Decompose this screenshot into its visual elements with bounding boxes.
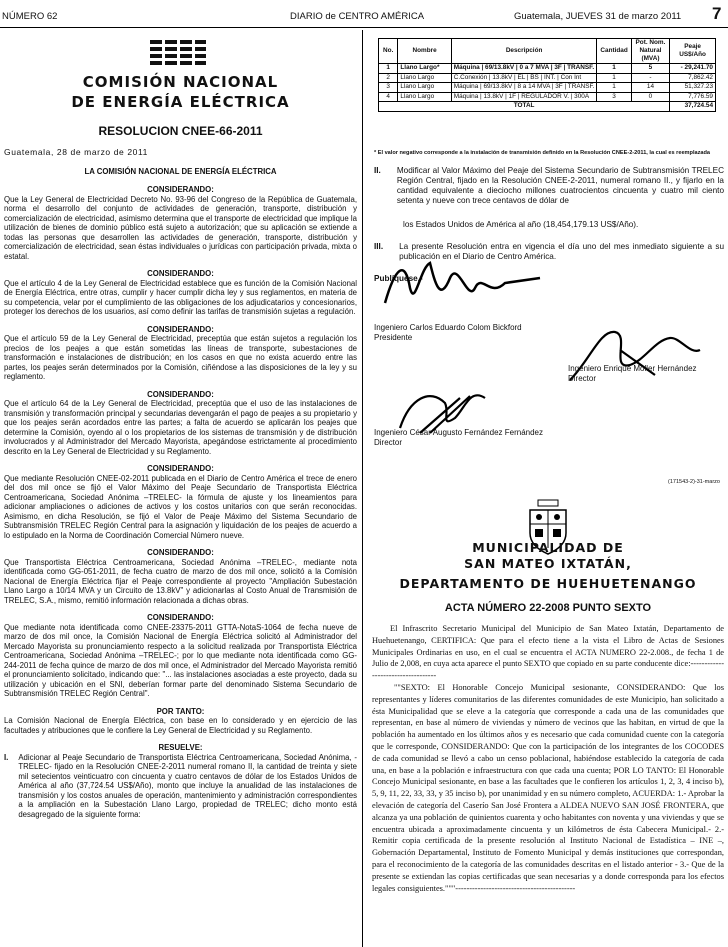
por-tanto-heading: POR TANTO: — [156, 706, 205, 716]
considerando-heading: CONSIDERANDO: — [147, 613, 214, 622]
considerando-heading: CONSIDERANDO: — [147, 548, 214, 557]
table-header-row — [379, 39, 716, 64]
considerando-heading: CONSIDERANDO: — [147, 464, 214, 473]
paragraph: los Estados Unidos de América al año (18,454,179.13 US$/Año). — [403, 220, 639, 229]
table-cell: 51,327.23 — [670, 83, 716, 93]
table-row — [379, 73, 716, 83]
paragraph: Que la Ley General de Electricidad Decreto No. 93-96 del Congreso de la República de Guatemala, norma el desarrollo del conjunto de actividades de generación, transporte, distribución y comercialización de electricidad, asimismo determina que el transporte de electricidad que implique la utilización de bienes de dominio público está sujeto a autorización; que su aplicación se extiende a todas las personas que desarrollen las actividades de generación, transporte, distribución y comercialización de electricidad, sean éstas individuales o jurídicas con participación privada, mixta o estatal. — [4, 194, 357, 261]
roman-numeral: III. — [374, 242, 384, 251]
table-cell: Máquina | 69/13.8kV | 0 a 7 MVA | 3F | TRANSF. — [451, 64, 597, 74]
peaje-table — [378, 38, 716, 112]
table-cell: Llano Largo — [398, 73, 451, 83]
table-cell: 5 — [631, 64, 670, 74]
table-cell: 1 — [597, 64, 631, 74]
signer-title: Director — [568, 373, 597, 383]
header-divider — [0, 27, 728, 28]
table-cell: 7,862.42 — [670, 73, 716, 83]
issue-number: NÚMERO 62 — [2, 11, 58, 22]
table-cell: 7,776.59 — [670, 92, 716, 102]
municipality-title-line1: MUNICIPALIDAD DE — [472, 540, 624, 555]
paragraph: Que el artículo 4 de la Ley General de Electricidad establece que es función de la Comisión Nacional de Energía Eléctrica, entre otras, cumplir y hacer cumplir dicha ley y sus reglamentos, en materia de su competencia, velar por el cumplimiento de las obligaciones de los adjudicatarios y concesionarios, proteger los derechos de los usuarios, así como definir las tarifas de transmisión sujetas a regulación. — [4, 278, 357, 316]
paragraph: ""SEXTO: El Honorable Concejo Municipal sesionante, CONSIDERANDO: Que los representantes y líderes comunitarios de las diferentes comunidades de este Municipio, han solicitado a ésta Municipalidad que se eleve a la categoría que corresponde a cada una de las comunidades que representan, en base al número de viviendas y número de vecinos que las habitan, en virtud de que la población ha aumentado en los últimos años y es necesario que cada comunidad cuente con la categoría que le corresponde, CONSIDERANDO: Que con la participación de los integrantes de los COCODES de cada comunidad se llevó a cabo un censo poblacional, habiéndose establecido la categoría de cada una, en base a la población e infraestructura con que cada una cuenta; POR LO TANTO: El Honorable Concejo Municipal sesionante, en base a las facultades que le confieren los artículos 1, 2, 3, 4 inciso b), 5, 9, 11, 22, 33, 33, y 35 inciso b), por unanimidad y en su número completo, ACUERDA: 1.- Aprobar la elevación de categoría del Caserío San José Frontera a ALDEA NUEVO SAN JOSÉ FRONTERA, que alcanza ya una población de quinientos cuarenta y ocho habitantes con noventa y una viviendas y que se encuentra ubicada a aproximadamente cincuenta y un kilómetros de ésta Cabecera Municipal.- 2.- Remitir copia certificada de la presente resolución al Instituto Nacional de Estadística – INE –, Gobernación Departamental, Instituto de Fomento Municipal y demás instituciones que correspondan, para el reconocimiento de la categoría de las comunidades descritas en el listado anterior - 3.- Que de la presente se extiendan las copias certificadas que sean necesarias y a donde corresponda para los efectos legales consiguientes."""------------------------------------------- — [372, 682, 724, 893]
column-header: Cantidad — [597, 39, 631, 64]
publication-reference: (171543-2)-31-marzo — [668, 479, 720, 485]
issue-date: Guatemala, JUEVES 31 de marzo 2011 — [514, 11, 682, 22]
table-cell: 3 — [597, 92, 631, 102]
municipality-notice — [372, 540, 724, 894]
resuelve-heading: RESUELVE: — [158, 743, 203, 752]
org-name-line2: DE ENERGÍA ELÉCTRICA — [71, 93, 290, 111]
column-header: Peaje US$/Año — [670, 39, 716, 64]
signer-name: Ingeniero Enrique Moller Hernández — [568, 364, 697, 373]
table-cell: - 29,241.70 — [670, 64, 716, 74]
place-date: Guatemala, 28 de marzo de 2011 — [4, 147, 149, 157]
paragraph: La Comisión Nacional de Energía Eléctrica, con base en lo considerado y en ejercicio de las facultades y atribuciones que le confiere la Ley General de Electricidad y su Reglamento. — [4, 716, 357, 735]
municipality-title-line2: SAN MATEO IXTATÁN, — [464, 556, 632, 571]
newspaper-name: DIARIO de CENTRO AMÉRICA — [290, 11, 425, 22]
table-cell: Llano Largo — [398, 92, 451, 102]
signature-1 — [380, 248, 550, 318]
acta-title: ACTA NÚMERO 22-2008 PUNTO SEXTO — [444, 602, 652, 614]
table-note: * El valor negativo corresponde a la instalación de transmisión definido en la Resolución CNEE-2-2011, la cual es reemplazada — [374, 150, 711, 156]
table-cell: Llano Largo — [398, 83, 451, 93]
signer-name: Ingeniero César Augusto Fernández Fernández — [374, 428, 543, 437]
column-divider — [362, 30, 363, 947]
signer-title: Director — [374, 437, 403, 447]
signer-title: Presidente — [374, 332, 413, 342]
roman-numeral: I. — [4, 752, 9, 762]
page-header — [0, 0, 728, 22]
table-cell: Máquina | 13.8kV | 1F | REGULADOR V. | 300A — [451, 92, 597, 102]
table-cell: 0 — [631, 92, 670, 102]
considerando-heading: CONSIDERANDO: — [147, 185, 214, 194]
left-column — [4, 72, 357, 819]
column-header: No. — [379, 39, 398, 64]
signer-3 — [374, 428, 634, 447]
paragraph: Que Transportista Eléctrica Centroamericana, Sociedad Anónima –TRELEC-, mediante nota identificada como GG-051-2011, de fecha cuatro de marzo de dos mil once, solicitó a la Comisión Nacional de Energía Eléctrica fijar el Peaje correspondiente al proyecto "Ampliación Subestación Llano Largo a 10/14 MVA y un Circuito de 13.8kV" y adicionarlas al Costo Anual de Transmisión de TRELEC, S.A., mismo, remitió información relacionada a dichas obras. — [4, 557, 357, 605]
table-cell: 14 — [631, 83, 670, 93]
table-cell: Máquina | 69/13.8kV | 8 a 14 MVA | 3F | TRANSF. — [451, 83, 597, 93]
cnee-logo — [148, 38, 208, 68]
signer-2 — [568, 364, 728, 383]
table-row — [379, 64, 716, 74]
column-header: Pot. Nom. Natural (MVA) — [631, 39, 670, 64]
resolution-title: RESOLUCION CNEE-66-2011 — [98, 124, 263, 138]
roman-numeral: II. — [374, 166, 381, 175]
table-cell: - — [631, 73, 670, 83]
table-cell: C.Conexión | 13.8kV | EL | BS | INT. | Con Int — [451, 73, 597, 83]
municipality-title-line3: DEPARTAMENTO DE HUEHUETENANGO — [399, 576, 697, 591]
paragraph: Modificar al Valor Máximo del Peaje del Sistema Secundario de Subtransmisión TRELEC Región Central, fijado en la Resolución CNEE-2-2011, numeral romano II., y fijarlo en la cantidad equivalente a dieciocho millones cuatrocientos cincuenta y cuatro mil ciento setenta y nueve con trece centavos de dólar de — [396, 166, 724, 205]
signer-name: Ingeniero Carlos Eduardo Colom Bickford — [374, 323, 522, 332]
paragraph: La presente Resolución entra en vigencia el día uno del mes inmediato siguiente a su publicación en el Diario de Centro América. — [399, 242, 724, 261]
column-header: Descripción — [451, 39, 597, 64]
paragraph: Que el artículo 59 de la Ley General de Electricidad, preceptúa que están sujetos a regulación los precios de los peajes a que están sometidas las líneas de transporte, subestaciones de transformación e instalaciones de distribución; en los casos en que no exista acuerdo entre las partes, los peajes serán determinados por la Comisión, ciñéndose a las disposiciones de la ley y su reglamento. — [4, 334, 357, 381]
page-number: 7 — [712, 4, 722, 23]
table-cell: 1 — [379, 64, 398, 74]
paragraph: El Infrascrito Secretario Municipal del Municipio de San Mateo Ixtatán, Departamento de Huehuetenango, CERTIFICA: Que para el efecto tiene a la vista el Libro de Actas de Sesiones Municipales Ordinarias en uso, en el cual se encuentra el ACTA NUMERO 22-2.008., de fecha 1 de Julio de 2,008, en cuya acta aparece el punto SEXTO que copiado en su parte conducente dice:----------------------------------- — [372, 624, 724, 681]
considerando-heading: CONSIDERANDO: — [147, 389, 214, 399]
intro-heading: LA COMISIÓN NACIONAL DE ENERGÍA ELÉCTRICA — [84, 166, 277, 176]
paragraph: Que mediante Resolución CNEE-02-2011 publicada en el Diario de Centro América el trece de enero del dos mil once se fijó el Valor Máximo del Peaje Secundario de Transportista Eléctrica Centroamericana, Sociedad Anónima –TRELEC- la fórmula de ajuste y los lineamientos para adicionar ampliaciones o adiciones de activos y los costos unitarios con que serán reconocidas. Asimismo, en dicha Resolución, se fijó el Valor de Peaje Máximo del Sistema Secundario de Subtransmisión TRELEC Región Central para la asignación y liquidación de los peajes de acuerdo a lo estipulado en la Norma de Coordinación Comercial Número nueve. — [4, 473, 357, 540]
publiquese-label: Publíquese.- — [374, 274, 423, 283]
paragraph: Que mediante nota identificada como CNEE-23375-2011 GTTA-NotaS-1064 de fecha nueve de marzo de dos mil once, la Comisión Nacional de Energía Eléctrica solicitó al Administrador del Mercado Mayorista su pronunciamiento respecto a la solicitud realizada por Transportista Eléctrica Centroamericana, Sociedad Anónima –TRELEC-; por lo que mediante nota identificada como GG-244-2011 de fecha quince de marzo de dos mil once, el Administrador del Mercado Mayorista remitió el pronunciamiento solicitado, indicando que: "... las instalaciones asociadas a este proyecto, dada su utilización y ubicación en el SNI, deberían formar parte del denominado Sistema Secundario de Subtransmisión TRELEC Región Central". — [4, 622, 357, 698]
table-cell: 3 — [379, 83, 398, 93]
table-cell: Llano Largo* — [398, 64, 451, 74]
table-cell: 2 — [379, 73, 398, 83]
column-header: Nombre — [398, 39, 451, 64]
table-cell: 1 — [597, 83, 631, 93]
table-cell: 1 — [597, 73, 631, 83]
table-total-row — [379, 102, 716, 112]
total-label: TOTAL — [379, 102, 670, 112]
paragraph: Que el artículo 64 de la Ley General de Electricidad, preceptúa que el uso de las instalaciones de transmisión y transformación principal y secundarias devengarán el pago de peajes a su propietario y que los peajes serán acordados entre las partes; a falta de acuerdo se aplicarán los peajes que determine la Comisión, oyendo al o los propietarios de los sistemas de transmisión y de distribución involucrados y al Administrador del Mercado Mayorista, apegándose estrictamente al procedimiento descrito en la Ley General de Electricidad y su Reglamento. — [4, 399, 357, 456]
org-name-line1: COMISIÓN NACIONAL — [82, 73, 279, 91]
paragraph: Adicionar al Peaje Secundario de Transportista Eléctrica Centroamericana, Sociedad Anónima, -TRELEC- fijado en la Resolución CNEE-2-2011 numeral romano II, la cantidad de treinta y siete mil setecientos veinticuatro con cincuenta y cuatro centavos de dólar de los Estados Unidos de América al año (37,724.54 US$/Año), monto que incluye la anualidad de las instalaciones de transmisión y los costos anuales de operación, mantenimiento y administración correspondientes a la ampliación en la Subestación Llano Largo, propiedad de TRELEC; dicho monto está desagregado de la siguiente forma: — [18, 752, 357, 819]
table-row — [379, 83, 716, 93]
table-cell: 4 — [379, 92, 398, 102]
table-row — [379, 92, 716, 102]
total-value: 37,724.54 — [670, 102, 716, 112]
considerando-heading: CONSIDERANDO: — [147, 324, 214, 334]
considerando-heading: CONSIDERANDO: — [147, 269, 214, 278]
